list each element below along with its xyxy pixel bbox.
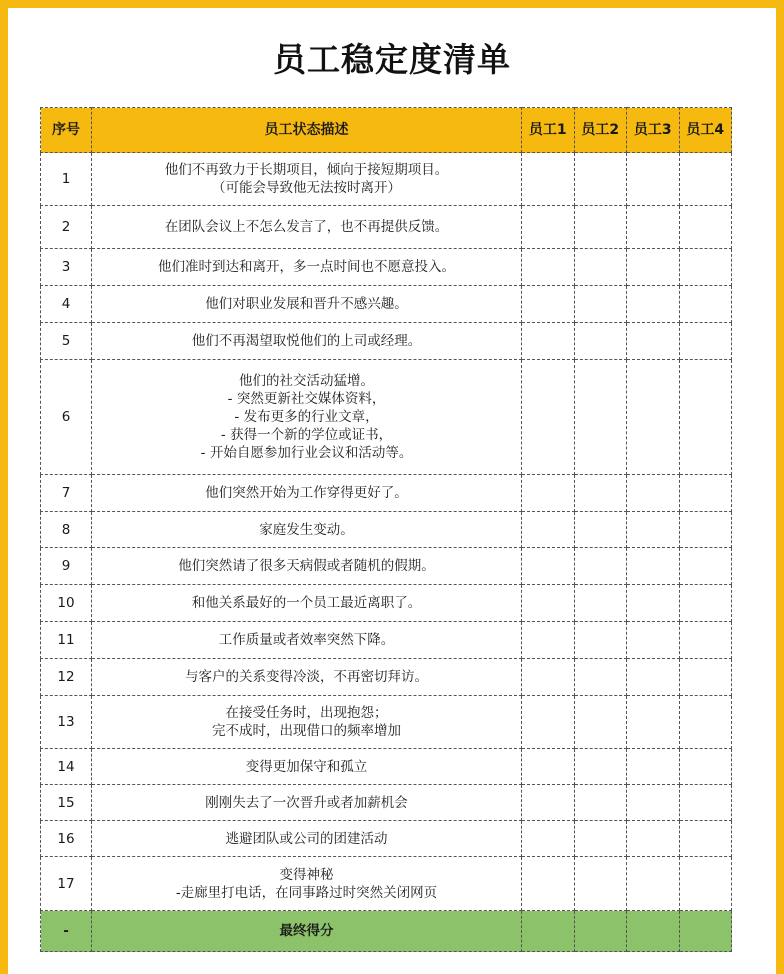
employee-check-cell[interactable] (627, 622, 680, 659)
row-number: 5 (41, 323, 92, 360)
employee-check-cell[interactable] (574, 548, 627, 585)
employee-check-cell[interactable] (522, 286, 575, 323)
table-row (41, 785, 732, 821)
row-number: 3 (41, 249, 92, 286)
table-row (41, 622, 732, 659)
row-number: 7 (41, 475, 92, 512)
row-number: 9 (41, 548, 92, 585)
score-cell[interactable] (574, 911, 627, 952)
employee-check-cell[interactable] (627, 286, 680, 323)
employee-check-cell[interactable] (574, 249, 627, 286)
employee-check-cell[interactable] (627, 206, 680, 249)
row-description: 他们对职业发展和晋升不感兴趣。 (92, 286, 522, 323)
employee-check-cell[interactable] (679, 622, 732, 659)
score-cell[interactable] (522, 911, 575, 952)
employee-check-cell[interactable] (679, 512, 732, 548)
row-number: 11 (41, 622, 92, 659)
row-description: 和他关系最好的一个员工最近离职了。 (92, 585, 522, 622)
row-description: 他们不再渴望取悦他们的上司或经理。 (92, 323, 522, 360)
row-number: 1 (41, 153, 92, 206)
employee-check-cell[interactable] (679, 696, 732, 749)
header-employee-4: 员工4 (679, 108, 732, 153)
employee-check-cell[interactable] (522, 749, 575, 785)
row-number: 2 (41, 206, 92, 249)
footer-no: - (41, 911, 92, 952)
employee-check-cell[interactable] (627, 821, 680, 857)
row-number: 17 (41, 857, 92, 911)
employee-check-cell[interactable] (627, 785, 680, 821)
employee-check-cell[interactable] (679, 206, 732, 249)
row-number: 10 (41, 585, 92, 622)
table-row (41, 153, 732, 206)
employee-check-cell[interactable] (574, 622, 627, 659)
final-score-row (41, 911, 732, 952)
table-row (41, 512, 732, 548)
employee-check-cell[interactable] (679, 153, 732, 206)
employee-check-cell[interactable] (574, 821, 627, 857)
employee-check-cell[interactable] (522, 360, 575, 475)
table-row (41, 323, 732, 360)
table-row (41, 206, 732, 249)
employee-check-cell[interactable] (522, 857, 575, 911)
employee-check-cell[interactable] (574, 749, 627, 785)
employee-check-cell[interactable] (679, 821, 732, 857)
stability-checklist-table (40, 107, 732, 952)
employee-check-cell[interactable] (522, 785, 575, 821)
employee-check-cell[interactable] (574, 857, 627, 911)
table-row (41, 696, 732, 749)
employee-check-cell[interactable] (627, 323, 680, 360)
employee-check-cell[interactable] (679, 286, 732, 323)
table-row (41, 857, 732, 911)
header-employee-1: 员工1 (522, 108, 575, 153)
employee-check-cell[interactable] (574, 360, 627, 475)
row-number: 16 (41, 821, 92, 857)
employee-check-cell[interactable] (627, 696, 680, 749)
page-title: 员工稳定度清单 (273, 40, 511, 79)
employee-check-cell[interactable] (522, 475, 575, 512)
employee-check-cell[interactable] (679, 857, 732, 911)
employee-check-cell[interactable] (574, 659, 627, 696)
employee-check-cell[interactable] (522, 585, 575, 622)
row-description: 与客户的关系变得冷淡，不再密切拜访。 (92, 659, 522, 696)
row-number: 6 (41, 360, 92, 475)
row-description: 变得更加保守和孤立 (92, 749, 522, 785)
employee-check-cell[interactable] (627, 585, 680, 622)
employee-check-cell[interactable] (574, 512, 627, 548)
row-description: 他们突然开始为工作穿得更好了。 (92, 475, 522, 512)
table-row (41, 286, 732, 323)
table-row (41, 585, 732, 622)
row-description: 刚刚失去了一次晋升或者加薪机会 (92, 785, 522, 821)
employee-check-cell[interactable] (627, 360, 680, 475)
row-description: 他们准时到达和离开，多一点时间也不愿意投入。 (92, 249, 522, 286)
row-number: 15 (41, 785, 92, 821)
employee-check-cell[interactable] (522, 548, 575, 585)
employee-check-cell[interactable] (679, 323, 732, 360)
row-number: 8 (41, 512, 92, 548)
employee-check-cell[interactable] (679, 548, 732, 585)
employee-check-cell[interactable] (679, 249, 732, 286)
employee-check-cell[interactable] (679, 585, 732, 622)
header-row (41, 108, 732, 153)
employee-check-cell[interactable] (679, 749, 732, 785)
table-row (41, 548, 732, 585)
table-row (41, 821, 732, 857)
employee-check-cell[interactable] (627, 475, 680, 512)
employee-check-cell[interactable] (679, 659, 732, 696)
row-description: 他们的社交活动猛增。 - 突然更新社交媒体资料， - 发布更多的行业文章， - 获得一个新的学位或证书， - 开始自愿参加行业会议和活动等。 (92, 360, 522, 475)
employee-check-cell[interactable] (627, 857, 680, 911)
header-description: 员工状态描述 (92, 108, 522, 153)
header-employee-2: 员工2 (574, 108, 627, 153)
table-row (41, 749, 732, 785)
score-cell[interactable] (627, 911, 680, 952)
row-number: 14 (41, 749, 92, 785)
employee-check-cell[interactable] (522, 821, 575, 857)
score-cell[interactable] (679, 911, 732, 952)
employee-check-cell[interactable] (522, 622, 575, 659)
employee-check-cell[interactable] (574, 153, 627, 206)
employee-check-cell[interactable] (522, 249, 575, 286)
employee-check-cell[interactable] (627, 548, 680, 585)
row-description: 他们突然请了很多天病假或者随机的假期。 (92, 548, 522, 585)
employee-check-cell[interactable] (574, 585, 627, 622)
row-description: 他们不再致力于长期项目，倾向于接短期项目。 （可能会导致他无法按时离开） (92, 153, 522, 206)
employee-check-cell[interactable] (574, 206, 627, 249)
employee-check-cell[interactable] (522, 323, 575, 360)
employee-check-cell[interactable] (574, 323, 627, 360)
employee-check-cell[interactable] (522, 206, 575, 249)
row-description: 工作质量或者效率突然下降。 (92, 622, 522, 659)
employee-check-cell[interactable] (522, 696, 575, 749)
final-score-label: 最终得分 (92, 911, 522, 952)
row-number: 12 (41, 659, 92, 696)
table-row (41, 360, 732, 475)
table-row (41, 659, 732, 696)
row-description: 逃避团队或公司的团建活动 (92, 821, 522, 857)
employee-check-cell[interactable] (679, 360, 732, 475)
employee-check-cell[interactable] (627, 512, 680, 548)
employee-check-cell[interactable] (522, 659, 575, 696)
employee-check-cell[interactable] (627, 749, 680, 785)
employee-check-cell[interactable] (574, 475, 627, 512)
employee-check-cell[interactable] (627, 153, 680, 206)
row-description: 在接受任务时，出现抱怨； 完不成时，出现借口的频率增加 (92, 696, 522, 749)
row-number: 4 (41, 286, 92, 323)
employee-check-cell[interactable] (522, 512, 575, 548)
employee-check-cell[interactable] (679, 785, 732, 821)
table-row (41, 249, 732, 286)
employee-check-cell[interactable] (627, 659, 680, 696)
employee-check-cell[interactable] (574, 785, 627, 821)
header-employee-3: 员工3 (627, 108, 680, 153)
employee-check-cell[interactable] (627, 249, 680, 286)
row-description: 变得神秘 -走廊里打电话，在同事路过时突然关闭网页 (92, 857, 522, 911)
row-description: 家庭发生变动。 (92, 512, 522, 548)
table-row (41, 475, 732, 512)
row-number: 13 (41, 696, 92, 749)
employee-check-cell[interactable] (574, 286, 627, 323)
employee-check-cell[interactable] (679, 475, 732, 512)
row-description: 在团队会议上不怎么发言了，也不再提供反馈。 (92, 206, 522, 249)
employee-check-cell[interactable] (574, 696, 627, 749)
employee-check-cell[interactable] (522, 153, 575, 206)
header-no: 序号 (41, 108, 92, 153)
